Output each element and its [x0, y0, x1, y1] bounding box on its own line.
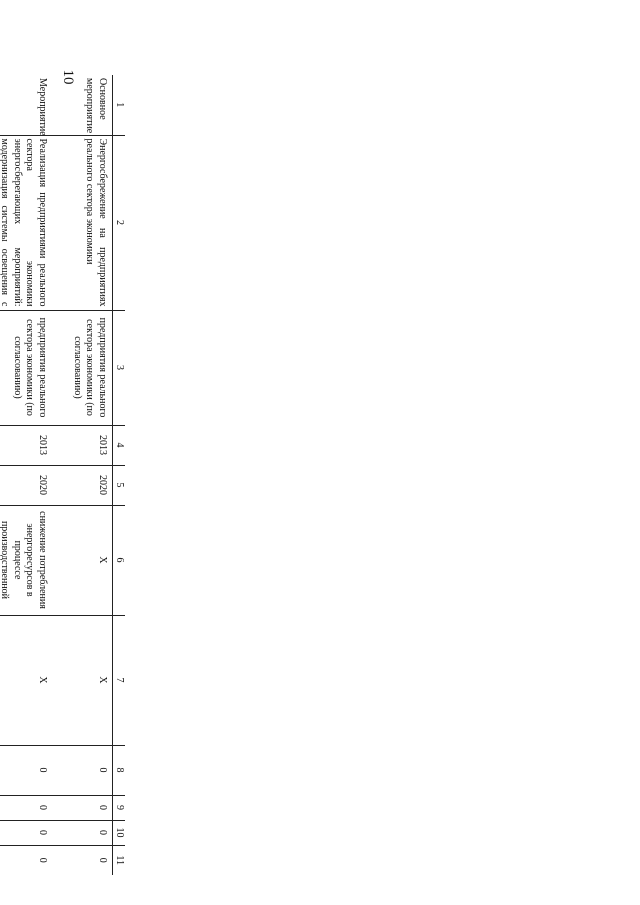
executor-cell: предприятия реального сектора экономики (по согласованию) — [56, 310, 113, 425]
column-9-cell: 0 — [56, 795, 113, 820]
end-year-cell: 2020 — [0, 465, 56, 505]
column-11-cell: 0 — [56, 845, 113, 875]
table-row — [0, 75, 56, 875]
column-7-cell: Х — [56, 615, 113, 745]
column-7-cell: Х — [0, 615, 56, 745]
expected-result-cell: снижение потребления энергоресурсов в процессе производственной — [0, 505, 56, 615]
column-8-cell: 0 — [56, 745, 113, 795]
start-year-cell: 2013 — [56, 425, 113, 465]
rotated-table-container — [0, 75, 125, 875]
column-header: 6 — [113, 505, 126, 615]
end-year-cell: 2020 — [56, 465, 113, 505]
program-measures-table — [0, 75, 125, 875]
table-row — [56, 75, 113, 875]
column-header: 9 — [113, 795, 126, 820]
start-year-cell: 2013 — [0, 425, 56, 465]
column-10-cell: 0 — [0, 820, 56, 845]
column-header: 3 — [113, 310, 126, 425]
column-10-cell: 0 — [56, 820, 113, 845]
measure-name-cell: Энергосбережение на предприятиях реального сектора экономики — [56, 135, 113, 310]
column-header: 7 — [113, 615, 126, 745]
column-number-row — [113, 75, 126, 875]
column-header: 4 — [113, 425, 126, 465]
column-11-cell: 0 — [0, 845, 56, 875]
column-9-cell: 0 — [0, 795, 56, 820]
column-header: 1 — [113, 75, 126, 135]
column-header: 2 — [113, 135, 126, 310]
measure-name-cell: Реализация предприятиями реального сектора экономики энергосберегающих мероприятий: модернизация системы освещения с — [0, 135, 56, 310]
column-8-cell: 0 — [0, 745, 56, 795]
executor-cell: предприятия реального сектора экономики (по согласованию) — [0, 310, 56, 425]
page-number: 10 — [60, 69, 76, 85]
expected-result-cell: Х — [56, 505, 113, 615]
column-header: 10 — [113, 820, 126, 845]
column-header: 5 — [113, 465, 126, 505]
column-header: 11 — [113, 845, 126, 875]
row-type-cell: Основное мероприятие — [84, 78, 108, 134]
row-type-cell: Мероприятие — [37, 78, 48, 136]
column-header: 8 — [113, 745, 126, 795]
